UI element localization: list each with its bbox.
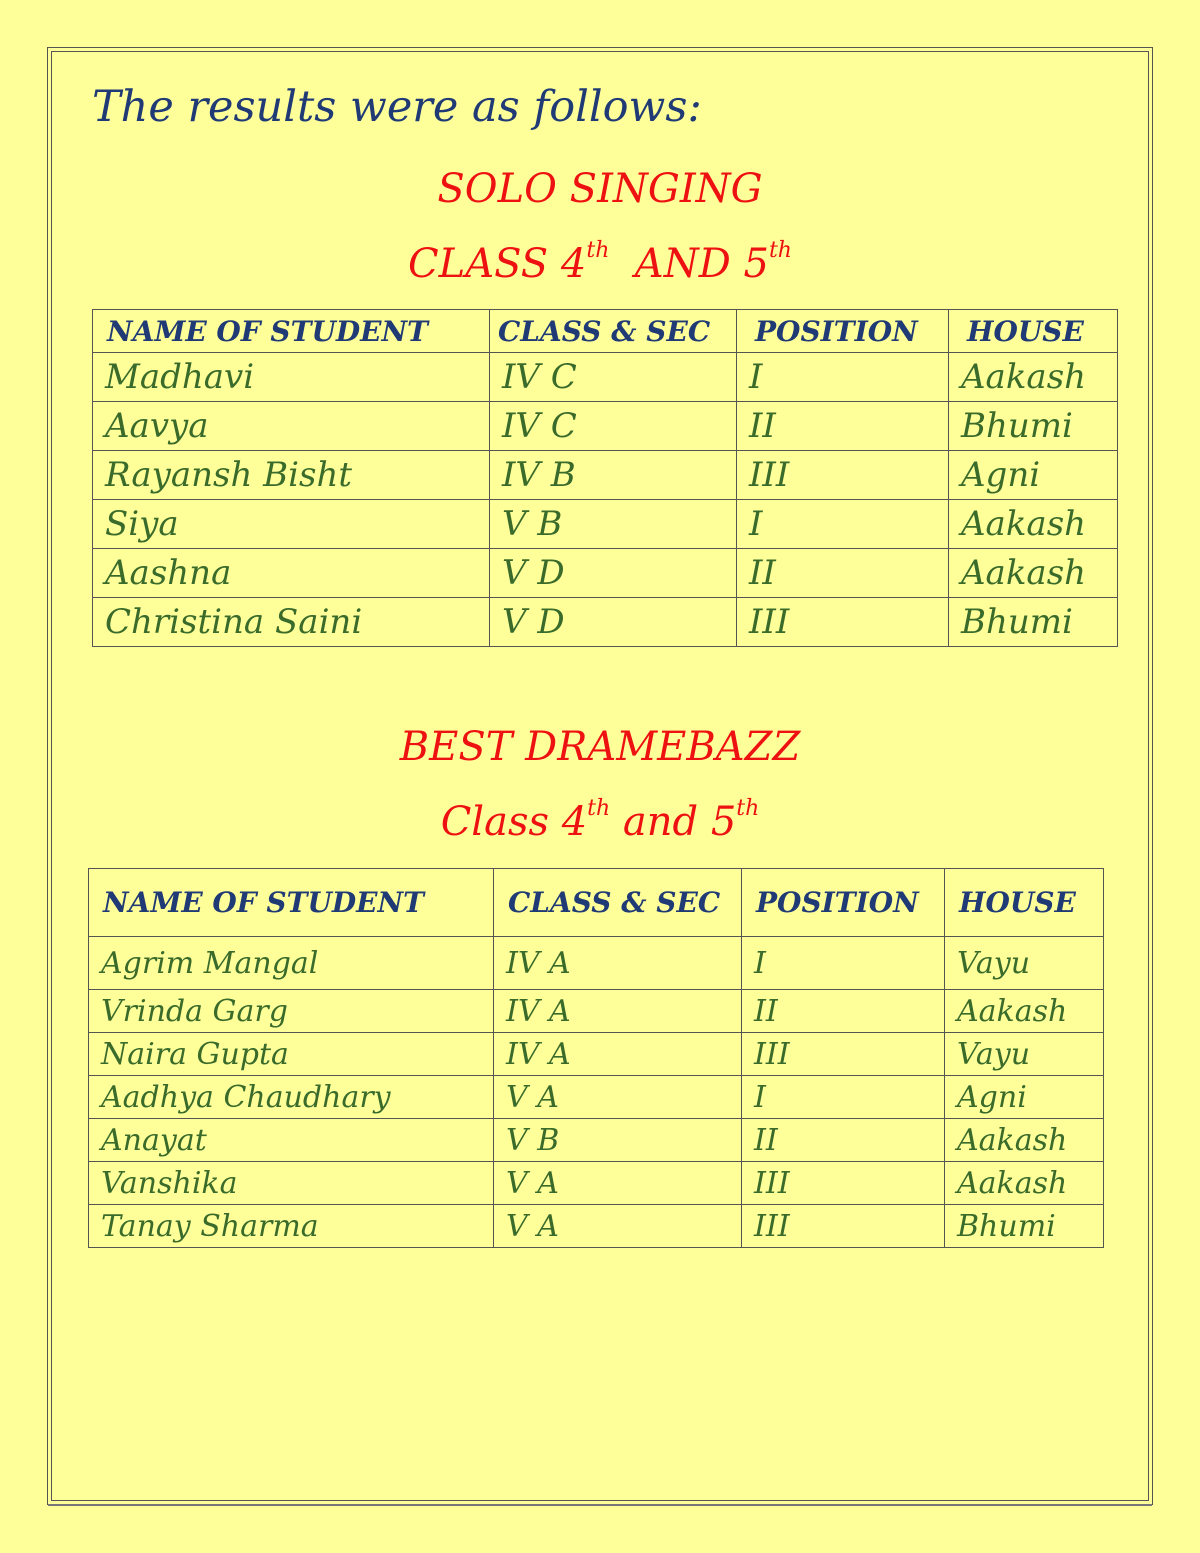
- column-header-class: CLASS & SEC: [490, 310, 737, 353]
- student-name-cell: Rayansh Bisht: [93, 451, 490, 500]
- student-name-cell: Aashna: [93, 549, 490, 598]
- subtitle-superscript: th: [587, 796, 611, 821]
- subtitle-superscript: th: [768, 238, 792, 263]
- student-name-cell: Naira Gupta: [89, 1033, 494, 1076]
- table-row: [93, 500, 1118, 549]
- best-dramebazz-results-table: [88, 868, 1104, 1248]
- student-name-cell: Agrim Mangal: [89, 937, 494, 990]
- house-cell: Aakash: [945, 990, 1104, 1033]
- position-cell: I: [737, 500, 949, 549]
- table-row: [89, 1076, 1104, 1119]
- student-name-cell: Vanshika: [89, 1162, 494, 1205]
- table-row: [89, 937, 1104, 990]
- table-row: [93, 549, 1118, 598]
- subtitle-middle: AND 5: [609, 241, 769, 287]
- section-subtitle-solo-singing: [0, 238, 1200, 287]
- house-cell: Agni: [949, 451, 1118, 500]
- table-row: [89, 990, 1104, 1033]
- position-cell: I: [742, 1076, 945, 1119]
- position-cell: II: [742, 1119, 945, 1162]
- table-header-row: [93, 310, 1118, 353]
- subtitle-prefix: Class 4: [440, 799, 588, 845]
- table-row: [89, 1119, 1104, 1162]
- position-cell: III: [737, 598, 949, 647]
- column-header-position: POSITION: [737, 310, 949, 353]
- subtitle-superscript: th: [736, 796, 760, 821]
- position-cell: III: [742, 1162, 945, 1205]
- student-name-cell: Tanay Sharma: [89, 1205, 494, 1248]
- class-sec-cell: V A: [494, 1076, 742, 1119]
- column-header-name: NAME OF STUDENT: [89, 869, 494, 937]
- student-name-cell: Vrinda Garg: [89, 990, 494, 1033]
- class-sec-cell: IV B: [490, 451, 737, 500]
- subtitle-middle: and 5: [610, 799, 737, 845]
- class-sec-cell: IV C: [490, 353, 737, 402]
- student-name-cell: Anayat: [89, 1119, 494, 1162]
- house-cell: Aakash: [949, 500, 1118, 549]
- class-sec-cell: V B: [494, 1119, 742, 1162]
- position-cell: I: [742, 937, 945, 990]
- class-sec-cell: V D: [490, 598, 737, 647]
- student-name-cell: Aavya: [93, 402, 490, 451]
- column-header-house: HOUSE: [949, 310, 1118, 353]
- section-subtitle-best-dramebazz: [0, 796, 1200, 845]
- class-sec-cell: V B: [490, 500, 737, 549]
- column-header-class: CLASS & SEC: [494, 869, 742, 937]
- position-cell: I: [737, 353, 949, 402]
- house-cell: Vayu: [945, 1033, 1104, 1076]
- house-cell: Bhumi: [949, 598, 1118, 647]
- intro-text: The results were as follows:: [92, 82, 702, 132]
- house-cell: Aakash: [945, 1162, 1104, 1205]
- class-sec-cell: IV A: [494, 1033, 742, 1076]
- position-cell: III: [737, 451, 949, 500]
- table-row: [93, 353, 1118, 402]
- position-cell: II: [737, 402, 949, 451]
- student-name-cell: Siya: [93, 500, 490, 549]
- student-name-cell: Aadhya Chaudhary: [89, 1076, 494, 1119]
- table-row: [93, 598, 1118, 647]
- class-sec-cell: V A: [494, 1162, 742, 1205]
- column-header-name: NAME OF STUDENT: [93, 310, 490, 353]
- section-title-best-dramebazz: BEST DRAMEBAZZ: [399, 724, 801, 770]
- table-row: [93, 402, 1118, 451]
- student-name-cell: Madhavi: [93, 353, 490, 402]
- house-cell: Aakash: [945, 1119, 1104, 1162]
- house-cell: Vayu: [945, 937, 1104, 990]
- column-header-house: HOUSE: [945, 869, 1104, 937]
- position-cell: III: [742, 1033, 945, 1076]
- class-sec-cell: V A: [494, 1205, 742, 1248]
- subtitle-superscript: th: [586, 238, 610, 263]
- subtitle-prefix: CLASS 4: [408, 241, 587, 287]
- house-cell: Bhumi: [945, 1205, 1104, 1248]
- class-sec-cell: IV A: [494, 937, 742, 990]
- section-title-solo-singing: SOLO SINGING: [437, 166, 763, 212]
- house-cell: Bhumi: [949, 402, 1118, 451]
- table-header-row: [89, 869, 1104, 937]
- house-cell: Aakash: [949, 549, 1118, 598]
- solo-singing-results-table: [92, 309, 1118, 647]
- table-row: [89, 1033, 1104, 1076]
- student-name-cell: Christina Saini: [93, 598, 490, 647]
- position-cell: III: [742, 1205, 945, 1248]
- table-row: [89, 1162, 1104, 1205]
- house-cell: Aakash: [949, 353, 1118, 402]
- class-sec-cell: IV A: [494, 990, 742, 1033]
- table-row: [89, 1205, 1104, 1248]
- table-row: [93, 451, 1118, 500]
- house-cell: Agni: [945, 1076, 1104, 1119]
- class-sec-cell: IV C: [490, 402, 737, 451]
- position-cell: II: [742, 990, 945, 1033]
- column-header-position: POSITION: [742, 869, 945, 937]
- class-sec-cell: V D: [490, 549, 737, 598]
- position-cell: II: [737, 549, 949, 598]
